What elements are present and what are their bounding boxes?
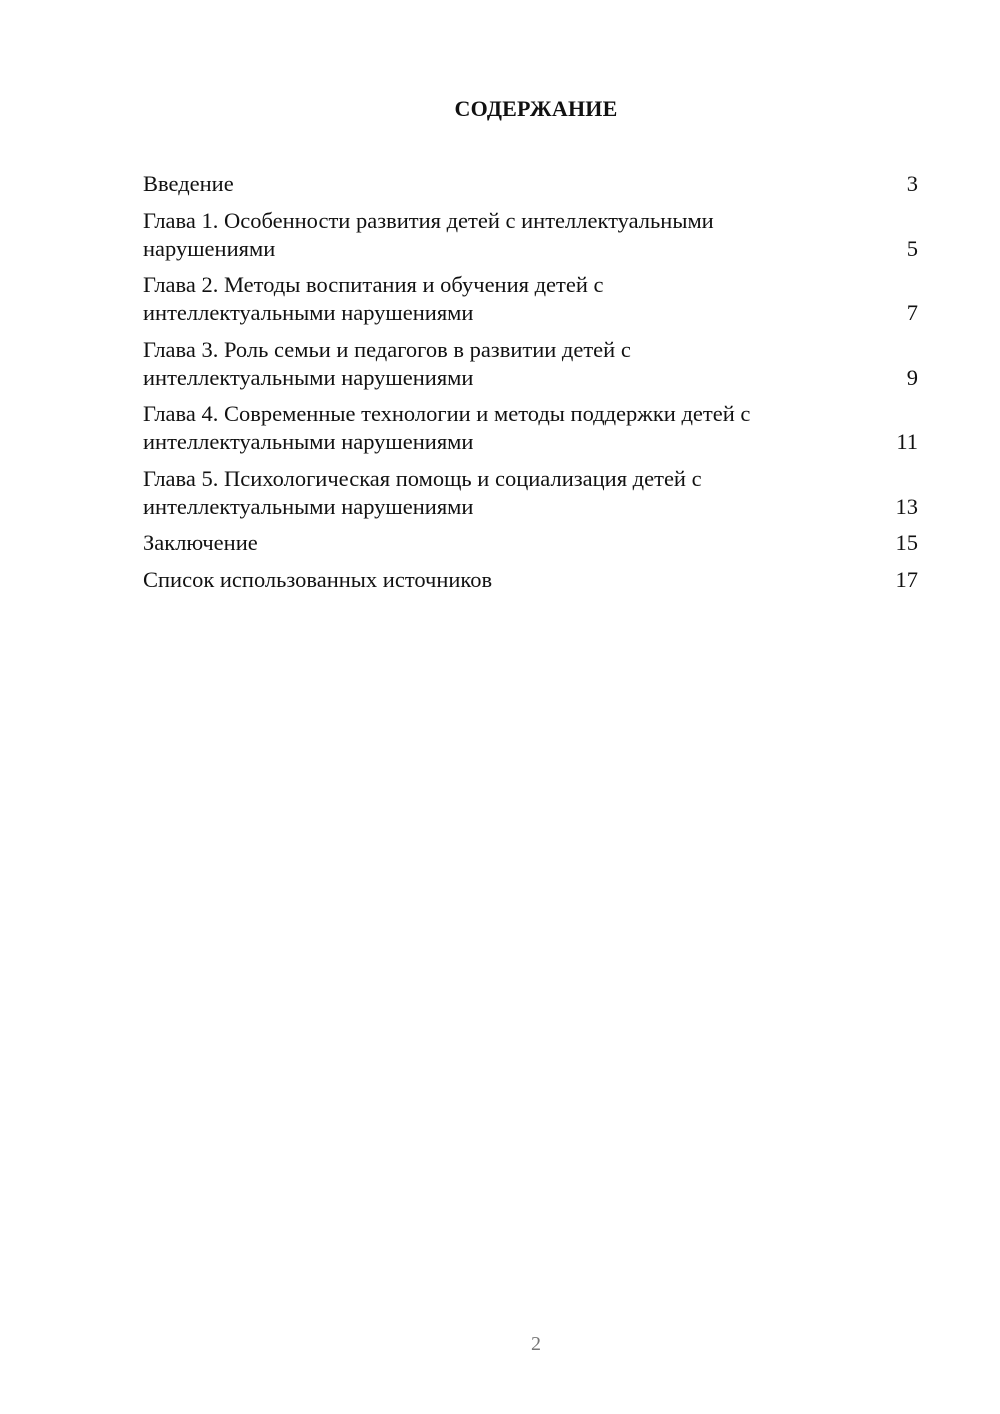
toc-entry-chapter-3 — [143, 336, 918, 392]
toc-entry-line: Список использованных источников — [143, 566, 493, 592]
toc-entry-page: 11 — [896, 429, 918, 454]
toc-list — [143, 170, 918, 602]
toc-entry-text — [143, 170, 907, 198]
toc-entry-text — [143, 400, 896, 456]
toc-entry-line: Глава 3. Роль семьи и педагогов в развитии детей с — [143, 336, 631, 362]
toc-entry-chapter-5 — [143, 465, 918, 521]
toc-entry-line: Введение — [143, 171, 234, 196]
toc-entry-page: 7 — [906, 300, 918, 325]
toc-entry-line: интеллектуальными нарушениями — [143, 364, 474, 390]
toc-entry-chapter-4 — [143, 400, 918, 456]
toc-entry-text — [143, 566, 896, 594]
toc-entry-page: 9 — [906, 364, 918, 390]
toc-entry-chapter-1 — [143, 207, 918, 263]
toc-entry-line: Глава 4. Современные технологии и методы поддержки детей с — [143, 401, 751, 426]
toc-entry-conclusion — [143, 529, 918, 557]
toc-entry-text — [143, 529, 896, 557]
toc-entry-line: нарушениями — [143, 235, 276, 261]
toc-entry-line: интеллектуальными нарушениями — [143, 429, 474, 454]
toc-entry-text — [143, 465, 896, 521]
toc-entry-text — [143, 207, 907, 263]
toc-entry-introduction — [143, 170, 918, 198]
toc-entry-line: интеллектуальными нарушениями — [143, 300, 474, 325]
toc-entry-chapter-2 — [143, 271, 918, 327]
toc-entry-page: 5 — [906, 235, 918, 261]
toc-entry-line: Глава 5. Психологическая помощь и социализация детей с — [143, 465, 702, 491]
toc-entry-references — [143, 566, 918, 594]
toc-entry-line: Заключение — [143, 530, 258, 555]
page-number: 2 — [531, 1333, 541, 1355]
toc-entry-page: 13 — [895, 493, 918, 519]
toc-entry-page: 17 — [895, 566, 918, 592]
toc-entry-line: интеллектуальными нарушениями — [143, 493, 474, 519]
toc-entry-line: Глава 2. Методы воспитания и обучения детей с — [143, 272, 604, 297]
toc-entry-page: 15 — [895, 530, 918, 555]
toc-entry-page: 3 — [906, 171, 918, 196]
toc-title: СОДЕРЖАНИЕ — [454, 96, 618, 121]
toc-entry-text — [143, 271, 907, 327]
toc-entry-text — [143, 336, 907, 392]
toc-entry-line: Глава 1. Особенности развития детей с интеллектуальными — [143, 207, 714, 233]
